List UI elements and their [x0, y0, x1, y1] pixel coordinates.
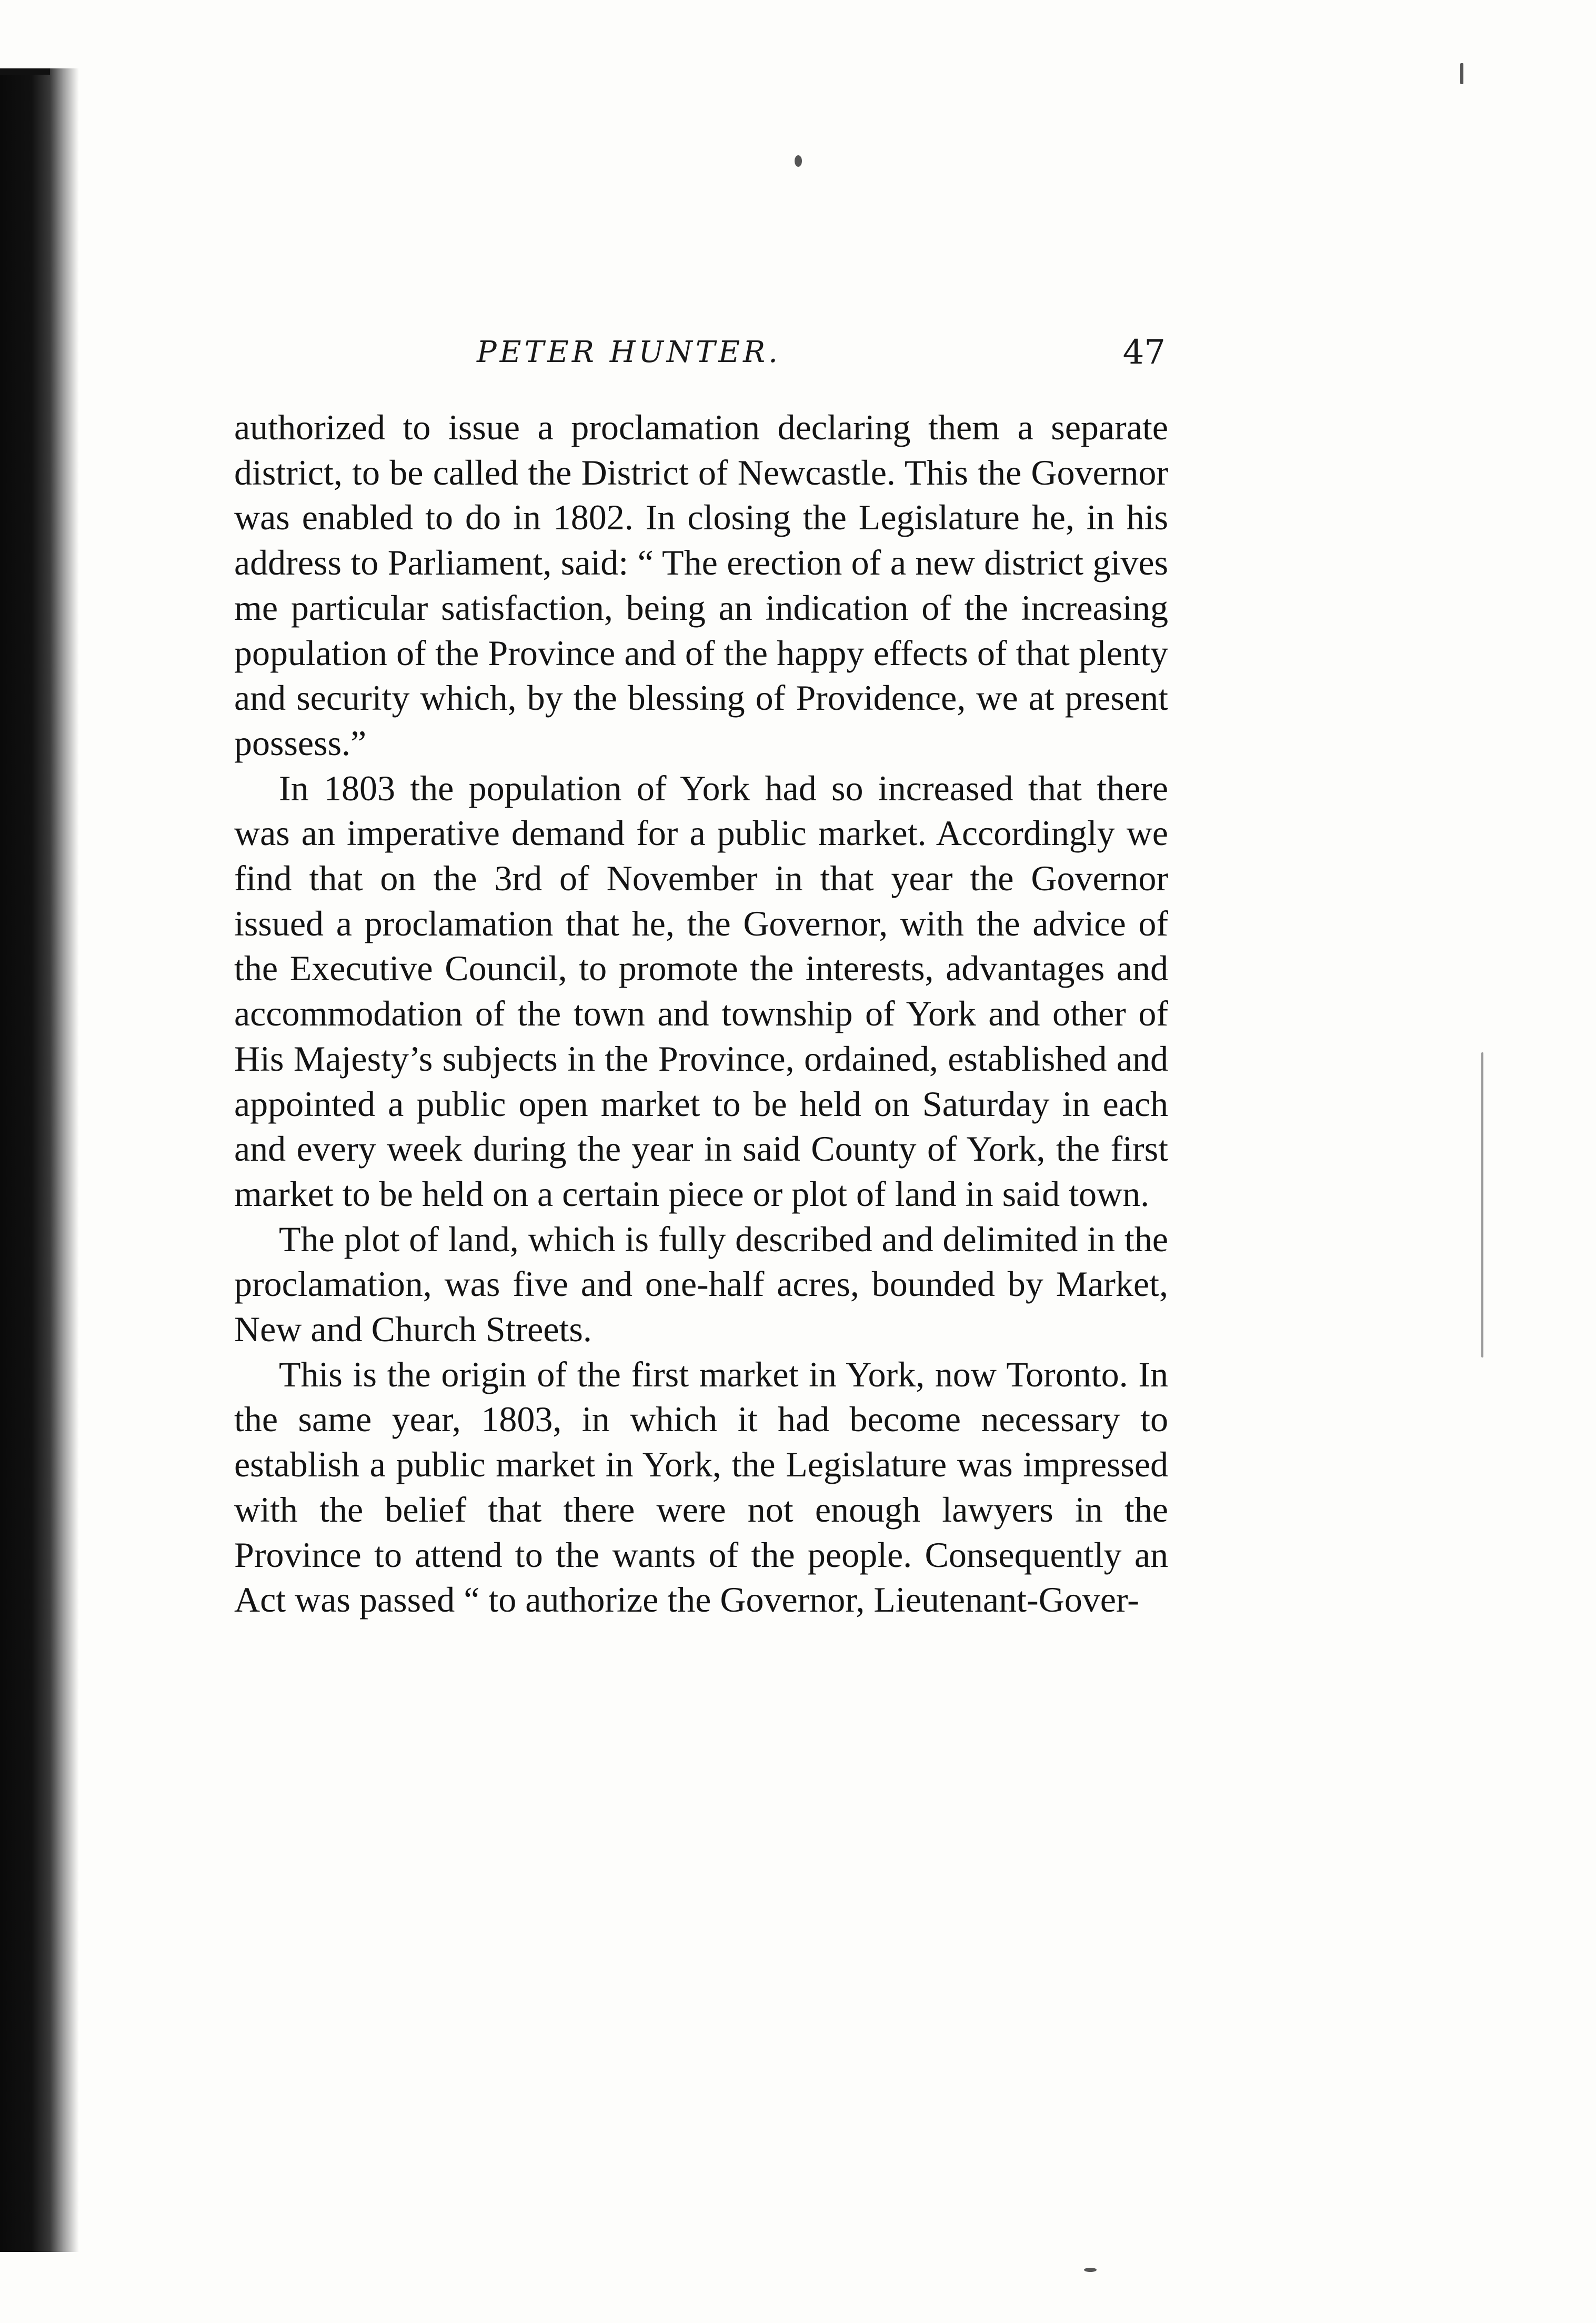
scanned-binding-edge [0, 68, 79, 2252]
scan-speck [1460, 63, 1463, 84]
running-title: PETER HUNTER. [477, 335, 781, 369]
paragraph: In 1803 the population of York had so increased that there was an imperative demand for a public market. Accordingly we find that on the 3rd of November in that year the Governor issued a proclamation that he, the Governor, with the advice of the Executive Council, to promote the interests, advantages and accommodation of the town and township of York and other of His Majesty’s subjects in the Province, ordained, established and appointed a public open market to be held on Saturday in each and every week during the year in said County of York, the first market to be held on a certain piece or plot of land in said town. [234, 768, 1168, 1214]
scan-speck [1084, 2268, 1097, 2272]
paragraph: This is the origin of the first market in York, now Toronto. In the same year, 1803, in which it had become necessary to establish a public market in York, the Legislature was impressed with the belief that there were not enough lawyers in the Province to attend to the wants of the people. Consequently an Act was passed “ to authorize the Governor, Lieutenant-Gover- [234, 1354, 1168, 1620]
scan-speck [795, 155, 802, 167]
running-header [234, 329, 1166, 376]
body-text [234, 405, 1168, 1623]
paragraph: The plot of land, which is fully described and delimited in the proclamation, was five and one-half acres, bounded by Market, New and Church Streets. [234, 1219, 1168, 1350]
page-number: 47 [1122, 333, 1166, 372]
scan-speck [1481, 1052, 1483, 1357]
paragraph: authorized to issue a proclamation declaring them a separate district, to be called the District of Newcastle. This the Governor was enabled to do in 1802. In closing the Legislature he, in his address to Parliament, said: “ The erection of a new district gives me particular satisfaction, being an indication of the increasing population of the Province and of the happy effects of that plenty and security which, by the blessing of Providence, we at present possess.” [234, 407, 1168, 763]
scanned-binding-mark [0, 68, 50, 75]
